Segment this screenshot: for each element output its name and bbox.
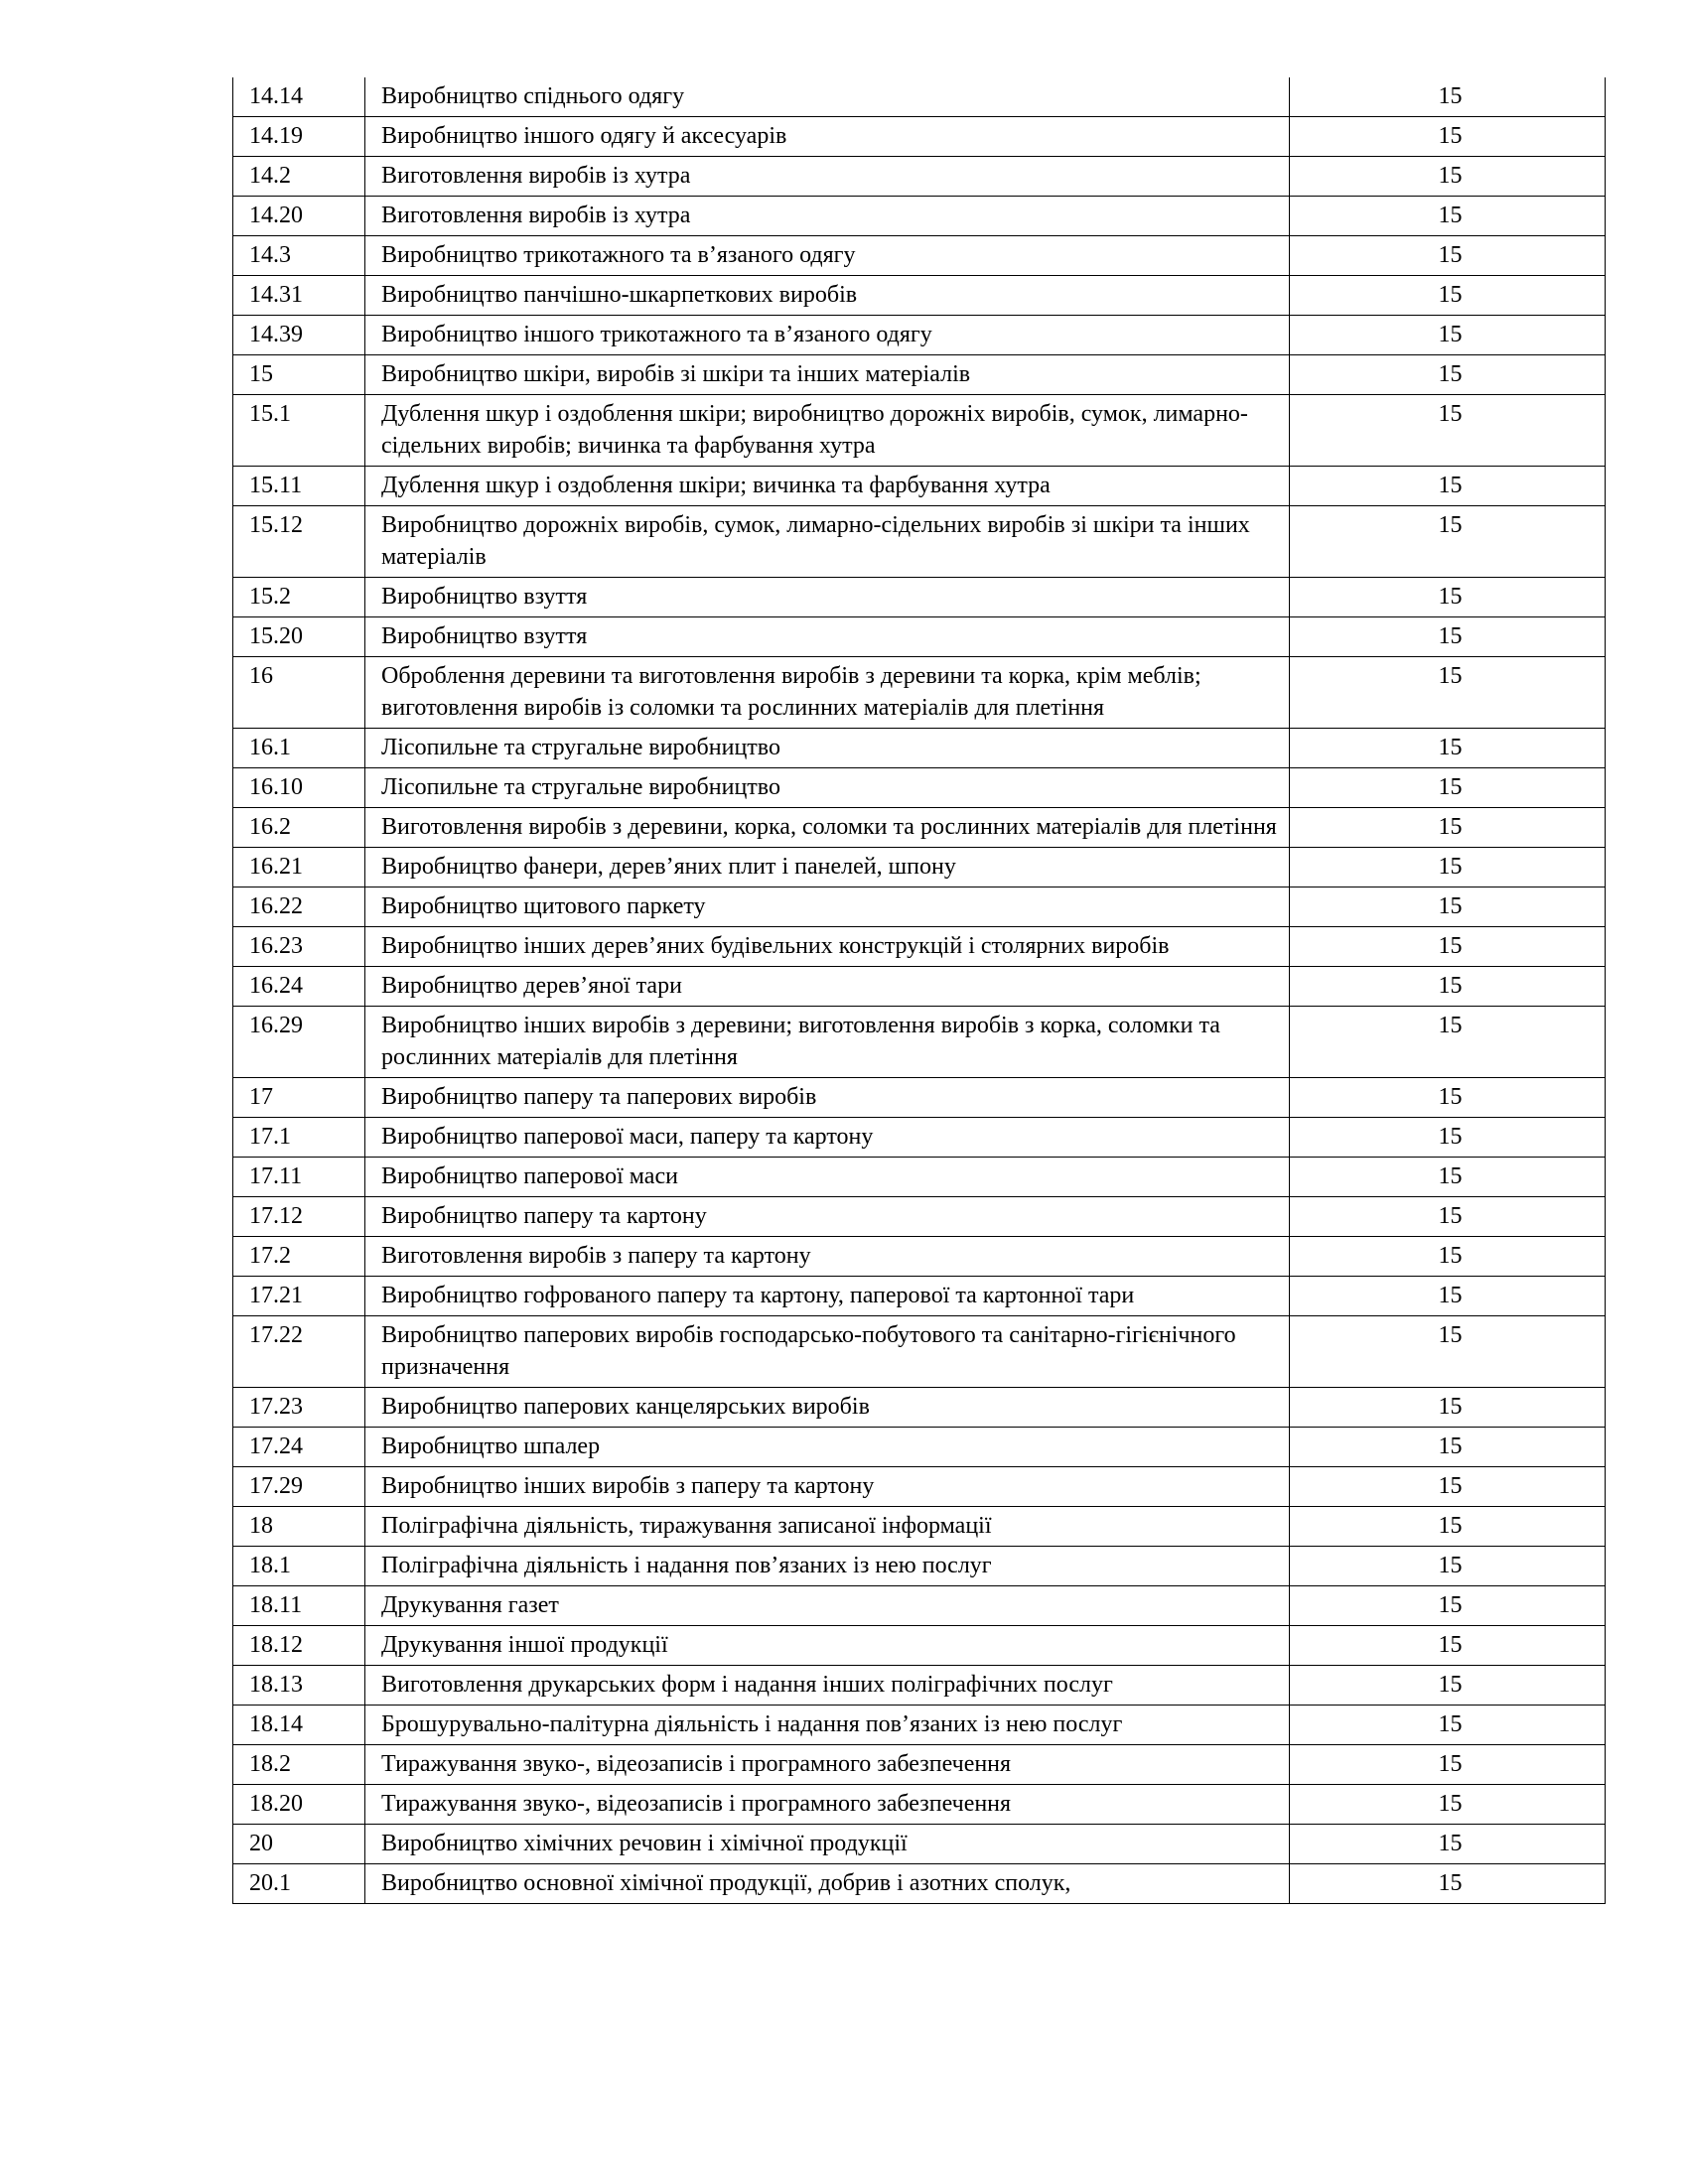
activity-code-cell: 14.14 (233, 77, 365, 117)
activity-name-cell: Виготовлення виробів із хутра (365, 157, 1290, 197)
activity-name-cell: Виробництво шкіри, виробів зі шкіри та інших матеріалів (365, 355, 1290, 395)
activity-name-cell: Виробництво паперової маси (365, 1158, 1290, 1197)
activity-name-cell: Виробництво панчішно-шкарпеткових виробів (365, 276, 1290, 316)
activity-code-cell: 17.21 (233, 1277, 365, 1316)
activity-code-cell: 17.1 (233, 1118, 365, 1158)
activity-code-cell: 18 (233, 1507, 365, 1547)
activity-name-cell: Дублення шкур і оздоблення шкіри; вичинка та фарбування хутра (365, 467, 1290, 506)
rate-cell: 15 (1290, 848, 1606, 887)
activity-code-cell: 18.2 (233, 1745, 365, 1785)
activity-classifier-table (232, 77, 1606, 1904)
activity-name-cell: Виробництво інших дерев’яних будівельних конструкцій і столярних виробів (365, 927, 1290, 967)
rate-cell: 15 (1290, 1007, 1606, 1078)
activity-name-cell: Виробництво паперових виробів господарсько-побутового та санітарно-гігієнічного призначення (365, 1316, 1290, 1388)
activity-name-cell: Поліграфічна діяльність і надання пов’язаних із нею послуг (365, 1547, 1290, 1586)
activity-code-cell: 17.2 (233, 1237, 365, 1277)
activity-code-cell: 17.23 (233, 1388, 365, 1428)
activity-name-cell: Виробництво шпалер (365, 1428, 1290, 1467)
rate-cell: 15 (1290, 506, 1606, 578)
activity-name-cell: Виготовлення друкарських форм і надання інших поліграфічних послуг (365, 1666, 1290, 1706)
rate-cell: 15 (1290, 197, 1606, 236)
table-row (233, 1007, 1606, 1078)
rate-cell: 15 (1290, 395, 1606, 467)
activity-name-cell: Виробництво паперу та паперових виробів (365, 1078, 1290, 1118)
table-row (233, 117, 1606, 157)
rate-cell: 15 (1290, 578, 1606, 617)
rate-cell: 15 (1290, 967, 1606, 1007)
activity-name-cell: Друкування газет (365, 1586, 1290, 1626)
rate-cell: 15 (1290, 1237, 1606, 1277)
rate-cell: 15 (1290, 1547, 1606, 1586)
activity-name-cell: Виробництво інших виробів з деревини; виготовлення виробів з корка, соломки та рослинних матеріалів для плетіння (365, 1007, 1290, 1078)
table-row (233, 355, 1606, 395)
rate-cell: 15 (1290, 1785, 1606, 1825)
activity-name-cell: Оброблення деревини та виготовлення виробів з деревини та корка, крім меблів; виготовлення виробів із соломки та рослинних матеріалів для плетіння (365, 657, 1290, 729)
activity-code-cell: 18.20 (233, 1785, 365, 1825)
rate-cell: 15 (1290, 1666, 1606, 1706)
activity-code-cell: 16.21 (233, 848, 365, 887)
activity-code-cell: 16 (233, 657, 365, 729)
activity-name-cell: Виготовлення виробів з деревини, корка, соломки та рослинних матеріалів для плетіння (365, 808, 1290, 848)
activity-code-cell: 14.39 (233, 316, 365, 355)
activity-name-cell: Виробництво взуття (365, 617, 1290, 657)
rate-cell: 15 (1290, 1507, 1606, 1547)
activity-name-cell: Виробництво щитового паркету (365, 887, 1290, 927)
table-row (233, 1197, 1606, 1237)
rate-cell: 15 (1290, 316, 1606, 355)
activity-code-cell: 16.24 (233, 967, 365, 1007)
table-row (233, 848, 1606, 887)
activity-code-cell: 15.12 (233, 506, 365, 578)
activity-name-cell: Лісопильне та стругальне виробництво (365, 729, 1290, 768)
rate-cell: 15 (1290, 1118, 1606, 1158)
rate-cell: 15 (1290, 657, 1606, 729)
table-row (233, 1666, 1606, 1706)
table-row (233, 1428, 1606, 1467)
rate-cell: 15 (1290, 157, 1606, 197)
activity-name-cell: Виготовлення виробів з паперу та картону (365, 1237, 1290, 1277)
activity-code-cell: 17.22 (233, 1316, 365, 1388)
table-row (233, 467, 1606, 506)
table-row (233, 1825, 1606, 1864)
rate-cell: 15 (1290, 927, 1606, 967)
table-row (233, 729, 1606, 768)
activity-name-cell: Лісопильне та стругальне виробництво (365, 768, 1290, 808)
activity-name-cell: Виробництво хімічних речовин і хімічної продукції (365, 1825, 1290, 1864)
activity-code-cell: 16.23 (233, 927, 365, 967)
activity-name-cell: Виробництво паперу та картону (365, 1197, 1290, 1237)
rate-cell: 15 (1290, 1388, 1606, 1428)
activity-name-cell: Виробництво гофрованого паперу та картону, паперової та картонної тари (365, 1277, 1290, 1316)
activity-code-cell: 17.12 (233, 1197, 365, 1237)
activity-code-cell: 17.24 (233, 1428, 365, 1467)
activity-code-cell: 20.1 (233, 1864, 365, 1904)
table-row (233, 1078, 1606, 1118)
activity-name-cell: Друкування іншої продукції (365, 1626, 1290, 1666)
activity-code-cell: 17.11 (233, 1158, 365, 1197)
table-row (233, 276, 1606, 316)
rate-cell: 15 (1290, 1626, 1606, 1666)
table-row (233, 657, 1606, 729)
table-row (233, 1586, 1606, 1626)
rate-cell: 15 (1290, 1158, 1606, 1197)
activity-name-cell: Поліграфічна діяльність, тиражування записаної інформації (365, 1507, 1290, 1547)
table-row (233, 1785, 1606, 1825)
activity-code-cell: 16.2 (233, 808, 365, 848)
rate-cell: 15 (1290, 768, 1606, 808)
activity-code-cell: 15.11 (233, 467, 365, 506)
table-row (233, 77, 1606, 117)
table-row (233, 1316, 1606, 1388)
table-row (233, 617, 1606, 657)
table-row (233, 1158, 1606, 1197)
activity-code-cell: 18.11 (233, 1586, 365, 1626)
table-row (233, 1864, 1606, 1904)
rate-cell: 15 (1290, 808, 1606, 848)
activity-code-cell: 15.2 (233, 578, 365, 617)
activity-code-cell: 15 (233, 355, 365, 395)
rate-cell: 15 (1290, 117, 1606, 157)
table-row (233, 1507, 1606, 1547)
table-row (233, 1706, 1606, 1745)
activity-code-cell: 16.29 (233, 1007, 365, 1078)
activity-name-cell: Виробництво іншого трикотажного та в’язаного одягу (365, 316, 1290, 355)
activity-code-cell: 15.1 (233, 395, 365, 467)
table-row (233, 395, 1606, 467)
rate-cell: 15 (1290, 1467, 1606, 1507)
rate-cell: 15 (1290, 355, 1606, 395)
rate-cell: 15 (1290, 276, 1606, 316)
activity-name-cell: Виробництво паперових канцелярських виробів (365, 1388, 1290, 1428)
activity-code-cell: 16.10 (233, 768, 365, 808)
activity-name-cell: Виготовлення виробів із хутра (365, 197, 1290, 236)
activity-code-cell: 15.20 (233, 617, 365, 657)
table-row (233, 887, 1606, 927)
rate-cell: 15 (1290, 1316, 1606, 1388)
rate-cell: 15 (1290, 467, 1606, 506)
rate-cell: 15 (1290, 1277, 1606, 1316)
activity-name-cell: Виробництво основної хімічної продукції, добрив і азотних сполук, (365, 1864, 1290, 1904)
table-row (233, 808, 1606, 848)
table-row (233, 236, 1606, 276)
activity-code-cell: 16.1 (233, 729, 365, 768)
table-row (233, 967, 1606, 1007)
rate-cell: 15 (1290, 617, 1606, 657)
table-row (233, 927, 1606, 967)
table-row (233, 1547, 1606, 1586)
rate-cell: 15 (1290, 1428, 1606, 1467)
activity-name-cell: Тиражування звуко-, відеозаписів і програмного забезпечення (365, 1745, 1290, 1785)
activity-name-cell: Дублення шкур і оздоблення шкіри; виробництво дорожніх виробів, сумок, лимарно-сідельних виробів; вичинка та фарбування хутра (365, 395, 1290, 467)
activity-name-cell: Брошурувально-палітурна діяльність і надання пов’язаних із нею послуг (365, 1706, 1290, 1745)
activity-code-cell: 18.1 (233, 1547, 365, 1586)
activity-name-cell: Виробництво взуття (365, 578, 1290, 617)
table-body (233, 77, 1606, 1904)
activity-name-cell: Виробництво іншого одягу й аксесуарів (365, 117, 1290, 157)
rate-cell: 15 (1290, 1586, 1606, 1626)
table-row (233, 578, 1606, 617)
rate-cell: 15 (1290, 1825, 1606, 1864)
activity-name-cell: Тиражування звуко-, відеозаписів і програмного забезпечення (365, 1785, 1290, 1825)
activity-name-cell: Виробництво паперової маси, паперу та картону (365, 1118, 1290, 1158)
activity-code-cell: 14.2 (233, 157, 365, 197)
rate-cell: 15 (1290, 1864, 1606, 1904)
table-row (233, 1388, 1606, 1428)
table-row (233, 197, 1606, 236)
rate-cell: 15 (1290, 729, 1606, 768)
activity-code-cell: 17.29 (233, 1467, 365, 1507)
activity-code-cell: 14.3 (233, 236, 365, 276)
activity-name-cell: Виробництво трикотажного та в’язаного одягу (365, 236, 1290, 276)
table-row (233, 1626, 1606, 1666)
activity-name-cell: Виробництво спіднього одягу (365, 77, 1290, 117)
activity-name-cell: Виробництво дорожніх виробів, сумок, лимарно-сідельних виробів зі шкіри та інших матеріалів (365, 506, 1290, 578)
activity-name-cell: Виробництво фанери, дерев’яних плит і панелей, шпону (365, 848, 1290, 887)
activity-code-cell: 18.12 (233, 1626, 365, 1666)
rate-cell: 15 (1290, 1706, 1606, 1745)
table-row (233, 768, 1606, 808)
rate-cell: 15 (1290, 236, 1606, 276)
rate-cell: 15 (1290, 1197, 1606, 1237)
table-row (233, 1237, 1606, 1277)
table-row (233, 1118, 1606, 1158)
activity-code-cell: 14.19 (233, 117, 365, 157)
activity-code-cell: 14.20 (233, 197, 365, 236)
activity-code-cell: 16.22 (233, 887, 365, 927)
table-row (233, 506, 1606, 578)
activity-code-cell: 18.13 (233, 1666, 365, 1706)
table-row (233, 1277, 1606, 1316)
activity-code-cell: 17 (233, 1078, 365, 1118)
activity-code-cell: 14.31 (233, 276, 365, 316)
rate-cell: 15 (1290, 1078, 1606, 1118)
activity-code-cell: 18.14 (233, 1706, 365, 1745)
rate-cell: 15 (1290, 887, 1606, 927)
rate-cell: 15 (1290, 1745, 1606, 1785)
table-row (233, 1745, 1606, 1785)
activity-name-cell: Виробництво інших виробів з паперу та картону (365, 1467, 1290, 1507)
table-row (233, 1467, 1606, 1507)
activity-name-cell: Виробництво дерев’яної тари (365, 967, 1290, 1007)
table-row (233, 157, 1606, 197)
table-row (233, 316, 1606, 355)
rate-cell: 15 (1290, 77, 1606, 117)
activity-code-cell: 20 (233, 1825, 365, 1864)
